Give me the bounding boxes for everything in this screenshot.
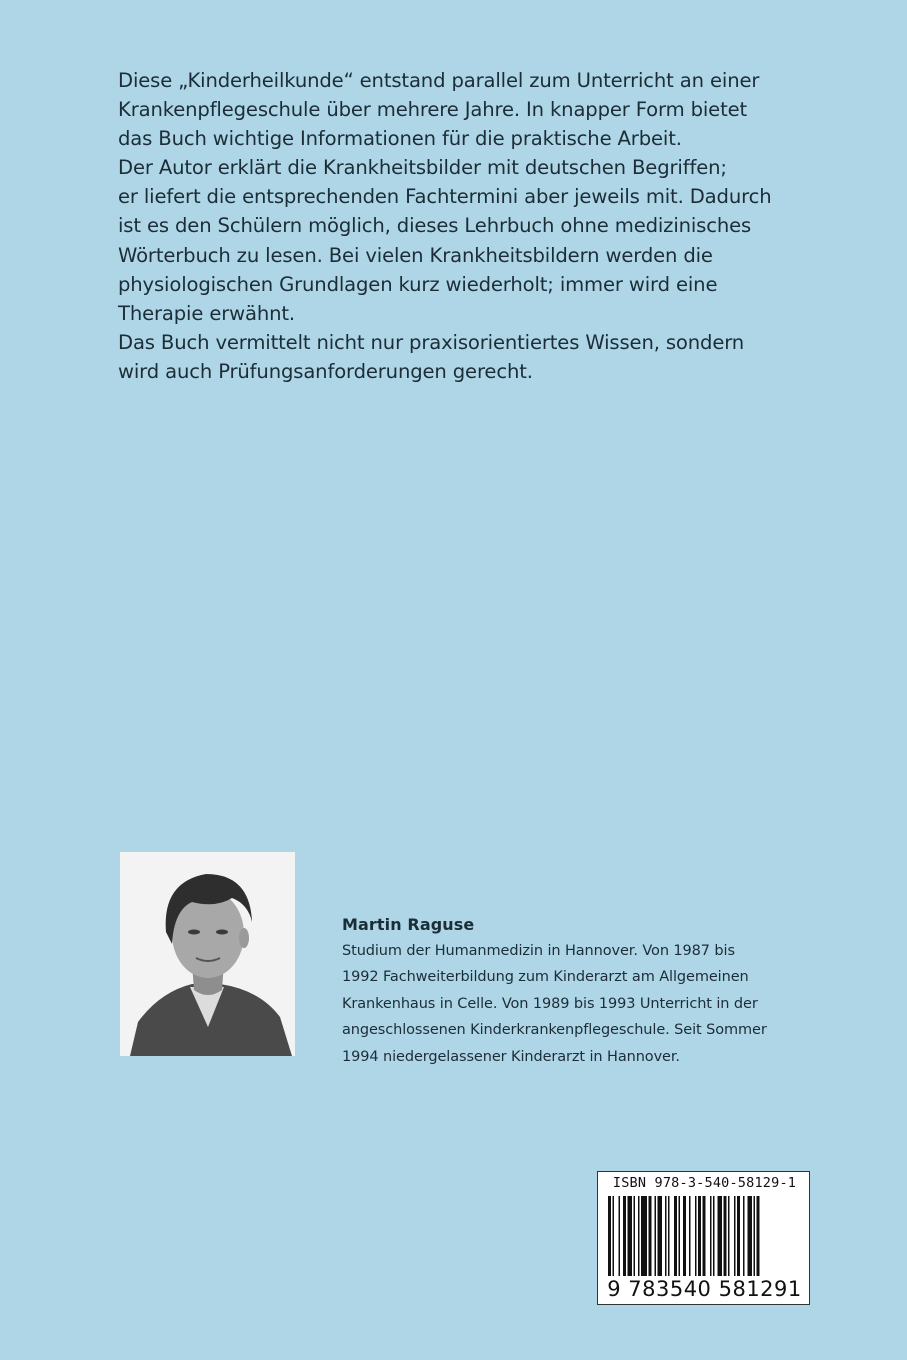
- blurb-line: Wörterbuch zu lesen. Bei vielen Krankheitsbildern werden die: [118, 243, 713, 267]
- barcode-bar: [668, 1196, 670, 1276]
- blurb-line: physiologischen Grundlagen kurz wiederholt; immer wird eine: [118, 272, 718, 296]
- barcode-bar: [754, 1196, 756, 1276]
- barcode-bar: [728, 1196, 730, 1276]
- author-portrait-image: [120, 852, 295, 1056]
- author-section: [342, 912, 862, 1070]
- barcode-bar: [734, 1196, 736, 1276]
- author-photo: [120, 852, 295, 1056]
- barcode-bar: [628, 1196, 633, 1276]
- barcode-bar: [710, 1196, 712, 1276]
- barcode-bar: [695, 1196, 697, 1276]
- barcode-bar: [743, 1196, 745, 1276]
- barcode-bar: [737, 1196, 740, 1276]
- author-bio: [342, 938, 862, 1070]
- barcode-bar: [638, 1196, 640, 1276]
- barcode-bar: [658, 1196, 663, 1276]
- blurb-line: er liefert die entsprechenden Fachtermini aber jeweils mit. Dadurch: [118, 185, 772, 209]
- barcode-bar: [703, 1196, 706, 1276]
- barcode-bar: [623, 1196, 626, 1276]
- barcode-bar: [683, 1196, 686, 1276]
- barcode-digits: 9 783540 581291: [607, 1277, 802, 1301]
- author-bio-line: 1994 niedergelassener Kinderarzt in Hannover.: [342, 1048, 680, 1065]
- barcode-bar: [698, 1196, 701, 1276]
- author-name: Martin Raguse: [342, 915, 475, 934]
- blurb-line: das Buch wichtige Informationen für die praktische Arbeit.: [118, 127, 682, 151]
- barcode-bar: [724, 1196, 727, 1276]
- barcode-bar: [608, 1196, 611, 1276]
- barcode-bar: [665, 1196, 667, 1276]
- isbn-label: ISBN 978-3-540-58129-1: [612, 1175, 797, 1191]
- blurb-line: Diese „Kinderheilkunde“ entstand parallel zum Unterricht an einer: [118, 69, 760, 92]
- barcode-bars-image: [606, 1196, 803, 1282]
- author-bio-line: angeschlossenen Kinderkrankenpflegeschule. Seit Sommer: [342, 1022, 767, 1039]
- author-bio-line: Krankenhaus in Celle. Von 1989 bis 1993 Unterricht in der: [342, 995, 758, 1012]
- barcode-bar: [634, 1196, 636, 1276]
- barcode-bar: [649, 1196, 652, 1276]
- author-bio-line: 1992 Fachweiterbildung zum Kinderarzt am Allgemeinen: [342, 969, 749, 986]
- barcode-bar: [748, 1196, 753, 1276]
- barcode-bar: [674, 1196, 677, 1276]
- barcode-bar: [655, 1196, 657, 1276]
- isbn-barcode: [597, 1171, 810, 1305]
- blurb-line: Therapie erwähnt.: [118, 301, 296, 325]
- barcode-bar: [613, 1196, 615, 1276]
- barcode-bar: [713, 1196, 715, 1276]
- barcode-bar: [641, 1196, 647, 1276]
- cover-blurb: [118, 66, 838, 386]
- blurb-line: wird auch Prüfungsanforderungen gerecht.: [118, 359, 533, 383]
- barcode-bar: [718, 1196, 723, 1276]
- author-bio-line: Studium der Humanmedizin in Hannover. Von 1987 bis: [342, 943, 735, 959]
- barcode-bar: [757, 1196, 760, 1276]
- blurb-line: ist es den Schülern möglich, dieses Lehrbuch ohne medizinisches: [118, 214, 752, 238]
- blurb-line: Der Autor erklärt die Krankheitsbilder mit deutschen Begriffen;: [118, 156, 727, 180]
- barcode-bar: [619, 1196, 621, 1276]
- blurb-line: Krankenpflegeschule über mehrere Jahre. In knapper Form bietet: [118, 98, 748, 122]
- barcode-bar: [679, 1196, 681, 1276]
- barcode-bar: [689, 1196, 691, 1276]
- blurb-line: Das Buch vermittelt nicht nur praxisorientiertes Wissen, sondern: [118, 330, 745, 354]
